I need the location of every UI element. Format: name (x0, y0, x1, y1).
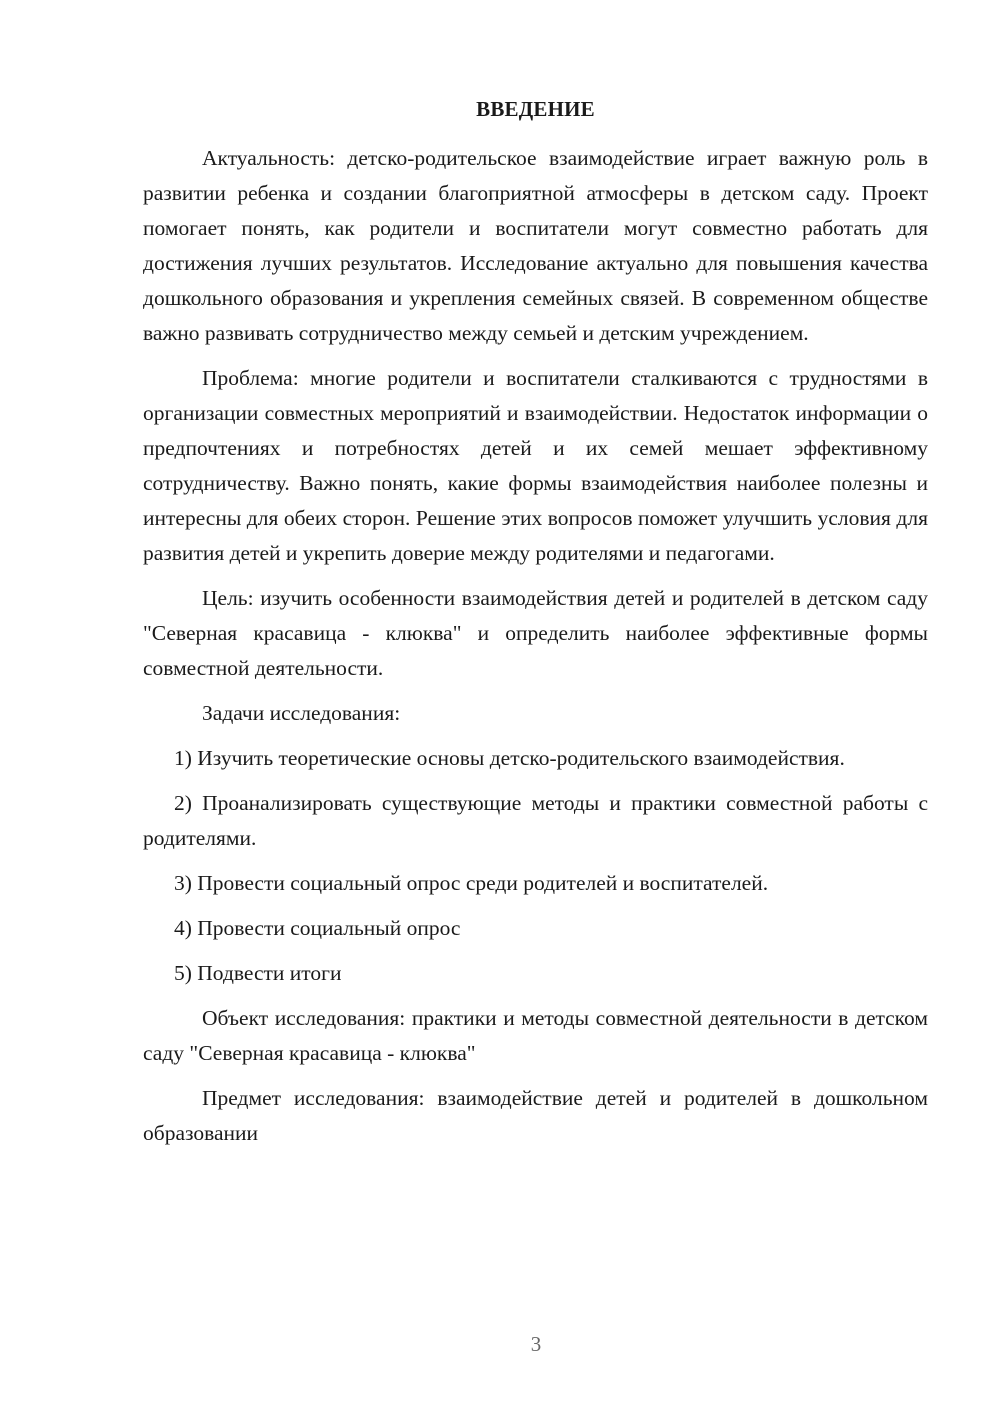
object-paragraph: Объект исследования: практики и методы совместной деятельности в детском саду "Северная красавица - клюква" (143, 1006, 928, 1065)
relevance-paragraph: Актуальность: детско-родительское взаимодействие играет важную роль в развитии ребенка и создании благоприятной атмосферы в детском саду. Проект помогает понять, как родители и воспитатели могут совместно работать для достижения лучших результатов. Исследование актуально для повышения качества дошкольного образования и укрепления семейных связей. В современном обществе важно развивать сотрудничество между семьей и детским учреждением. (143, 146, 928, 345)
section-title: ВВЕДЕНИЕ (476, 97, 595, 121)
task-item-3: 3) Провести социальный опрос среди родителей и воспитателей. (174, 871, 769, 895)
page-content (143, 92, 928, 1161)
task-item-5: 5) Подвести итоги (174, 961, 342, 985)
subject-paragraph: Предмет исследования: взаимодействие детей и родителей в дошкольном образовании (143, 1086, 928, 1145)
task-item-2: 2) Проанализировать существующие методы и практики совместной работы с родителями. (143, 791, 928, 850)
task-item-4: 4) Провести социальный опрос (174, 916, 461, 940)
task-item-1: 1) Изучить теоретические основы детско-родительского взаимодействия. (174, 746, 845, 770)
problem-paragraph: Проблема: многие родители и воспитатели сталкиваются с трудностями в организации совместных мероприятий и взаимодействии. Недостаток информации о предпочтениях и потребностях детей и их семей мешает эффективному сотрудничеству. Важно понять, какие формы взаимодействия наиболее полезны и интересны для обеих сторон. Решение этих вопросов поможет улучшить условия для развития детей и укрепить доверие между родителями и педагогами. (143, 366, 928, 565)
page-number: 3 (530, 1332, 542, 1356)
tasks-heading: Задачи исследования: (202, 701, 401, 725)
goal-paragraph: Цель: изучить особенности взаимодействия детей и родителей в детском саду "Северная красавица - клюква" и определить наиболее эффективные формы совместной деятельности. (143, 586, 928, 680)
